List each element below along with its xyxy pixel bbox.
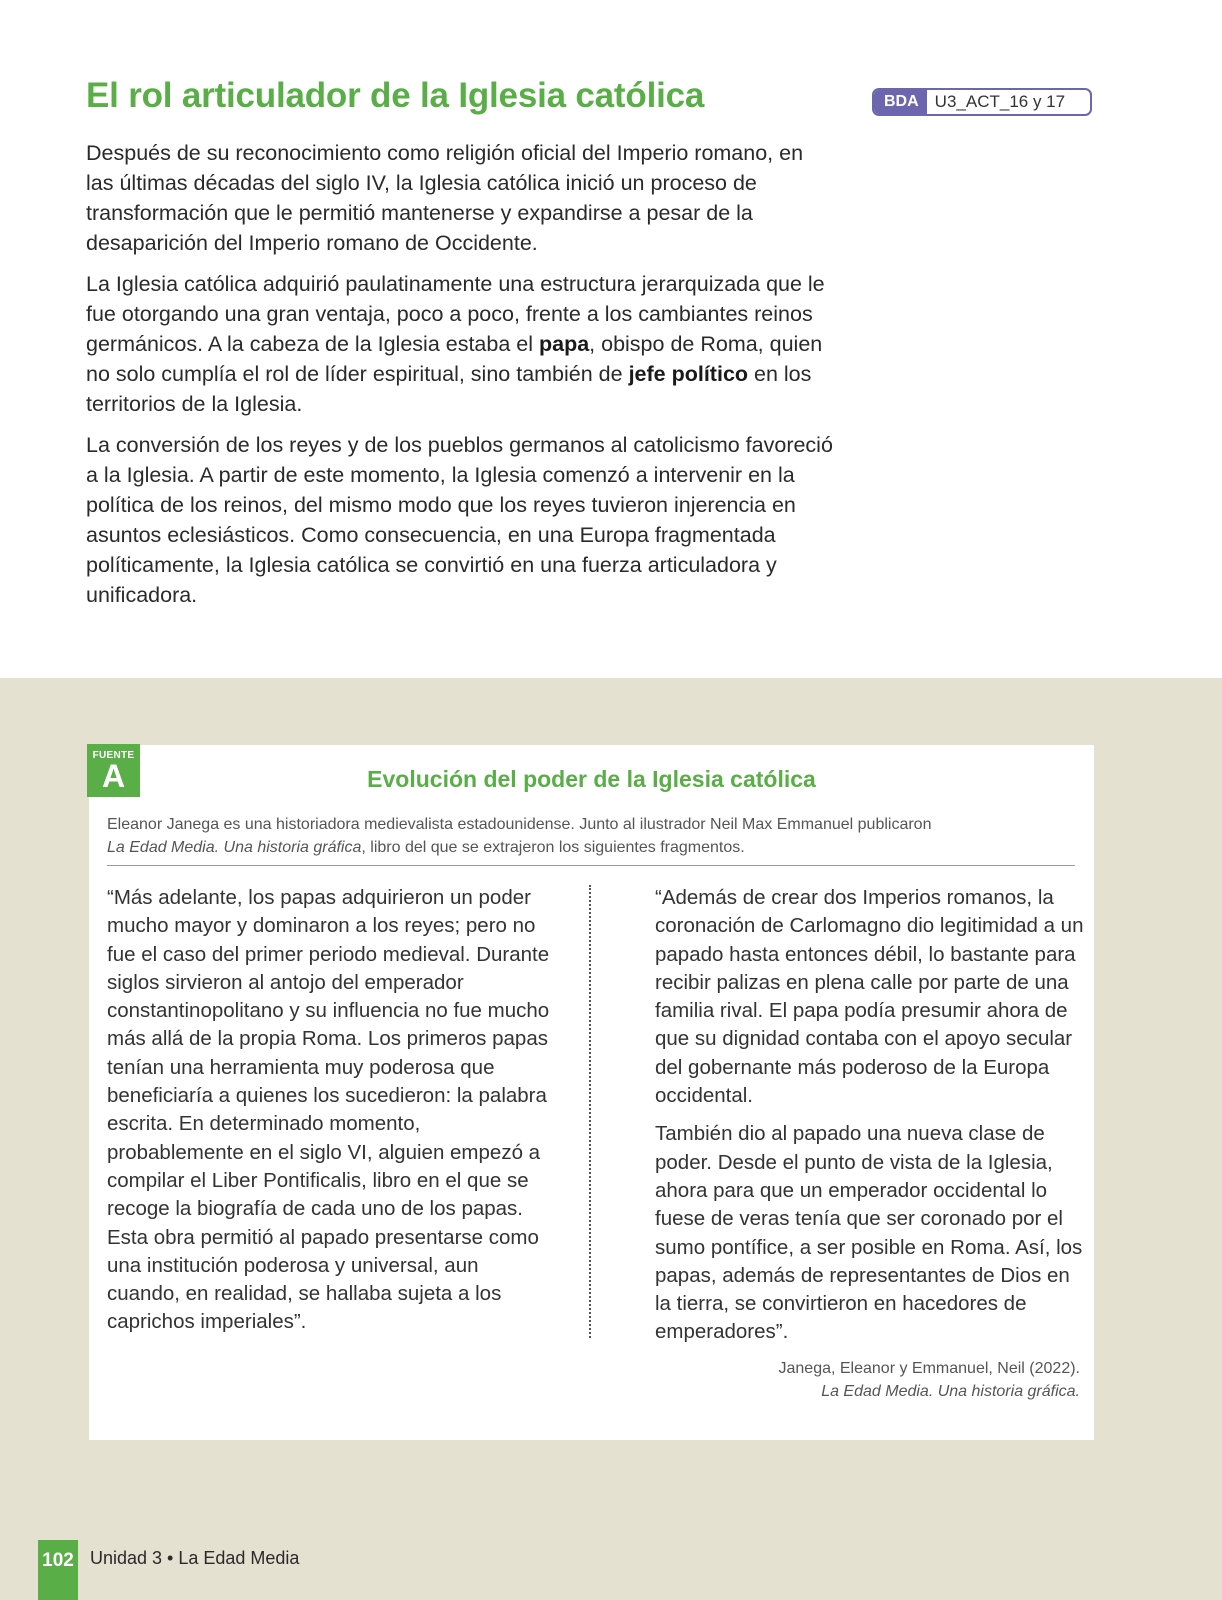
intro-paragraph-2-part: , obispo de Roma, quien no solo cumplía el rol de líder espiritual, sino también de bbox=[86, 332, 823, 386]
footer-unit: Unidad 3 • La Edad Media bbox=[90, 1548, 300, 1568]
source-description bbox=[107, 813, 1077, 859]
intro-text bbox=[86, 138, 836, 621]
bda-code: U3_ACT_16 y 17 bbox=[934, 92, 1066, 111]
intro-paragraph-1: Después de su reconocimiento como religión oficial del Imperio romano, en las últimas décadas del siglo IV, la Iglesia católica inició un proceso de transformación que le permitió mantenerse y expandirse a pesar de la desaparición del Imperio romano de Occidente. bbox=[86, 141, 804, 255]
page-number: 102 bbox=[38, 1540, 78, 1600]
intro-paragraph-2-part: en los territorios de la Iglesia. bbox=[86, 362, 812, 416]
fuente-letter: A bbox=[101, 758, 126, 794]
citation bbox=[779, 1357, 1081, 1403]
page-title: El rol articulador de la Iglesia católica bbox=[86, 76, 705, 115]
divider bbox=[107, 865, 1075, 866]
term-papa: papa bbox=[538, 332, 590, 356]
intro-paragraph-2-part: La Iglesia católica adquirió paulatinamente una estructura jerarquizada que le fue otorgando una gran ventaja, poco a poco, frente a los cambiantes reinos germánicos. A la cabeza de la Iglesia estaba el bbox=[86, 272, 825, 356]
source-title: Evolución del poder de la Iglesia católica bbox=[367, 766, 816, 792]
citation-book: La Edad Media. Una historia gráfica. bbox=[821, 1383, 1080, 1400]
book-title: La Edad Media. Una historia gráfica bbox=[107, 839, 362, 856]
quote-right-paragraph-1: “Además de crear dos Imperios romanos, la coronación de Carlomagno dio legitimidad a un papado hasta entonces débil, lo bastante para recibir palizas en plena calle por parte de una familia rival. El papa podía presumir ahora de que su dignidad contaba con el apoyo secular del gobernante más poderoso de la Europa occidental. bbox=[655, 886, 1084, 1108]
bda-label: BDA bbox=[874, 90, 927, 114]
source-description-text: Eleanor Janega es una historiadora medievalista estadounidense. Junto al ilustrador Neil Max Emmanuel publicaron bbox=[107, 816, 932, 833]
source-description-text: , libro del que se extrajeron los siguientes fragmentos. bbox=[361, 839, 745, 856]
bda-badge[interactable] bbox=[872, 88, 1092, 116]
term-jefe-politico: jefe político bbox=[628, 362, 749, 386]
quote-left-column bbox=[107, 884, 557, 1347]
intro-paragraph-2 bbox=[86, 269, 836, 419]
column-divider bbox=[589, 885, 591, 1338]
quote-right-paragraph-2: También dio al papado una nueva clase de poder. Desde el punto de vista de la Iglesia, ahora para que un emperador occidental lo fuese de veras tenía que ser coronado por el sumo pontífice, a ser posible en Roma. Así, los papas, además de representantes de Dios en la tierra, se convirtieron en hacedores de emperadores”. bbox=[655, 1122, 1083, 1344]
citation-authors: Janega, Eleanor y Emmanuel, Neil (2022). bbox=[778, 1360, 1080, 1377]
quote-right-column bbox=[655, 884, 1085, 1357]
fuente-label: FUENTE bbox=[92, 750, 135, 761]
quote-left: “Más adelante, los papas adquirieron un poder mucho mayor y dominaron a los reyes; pero no fue el caso del primer periodo medieval. Durante siglos sirvieron al antojo del emperador constantinopolitano y su influencia no fue mucho más allá de la propia Roma. Los primeros papas tenían una herramienta muy poderosa que beneficiaría a quienes los sucedieron: la palabra escrita. En determinado momento, probablemente en el siglo VI, alguien empezó a compilar el Liber Pontificalis, libro en el que se recoge la biografía de cada uno de los papas. Esta obra permitió al papado presentarse como una institución poderosa y universal, aun cuando, en realidad, se hallaba sujeta a los caprichos imperiales”. bbox=[107, 886, 550, 1334]
intro-paragraph-3: La conversión de los reyes y de los pueblos germanos al catolicismo favoreció a la Iglesia. A partir de este momento, la Iglesia comenzó a intervenir en la política de los reinos, del mismo modo que los reyes tuvieron injerencia en asuntos eclesiásticos. Como consecuencia, en una Europa fragmentada políticamente, la Iglesia católica se convirtió en una fuerza articuladora y unificadora. bbox=[86, 433, 833, 607]
